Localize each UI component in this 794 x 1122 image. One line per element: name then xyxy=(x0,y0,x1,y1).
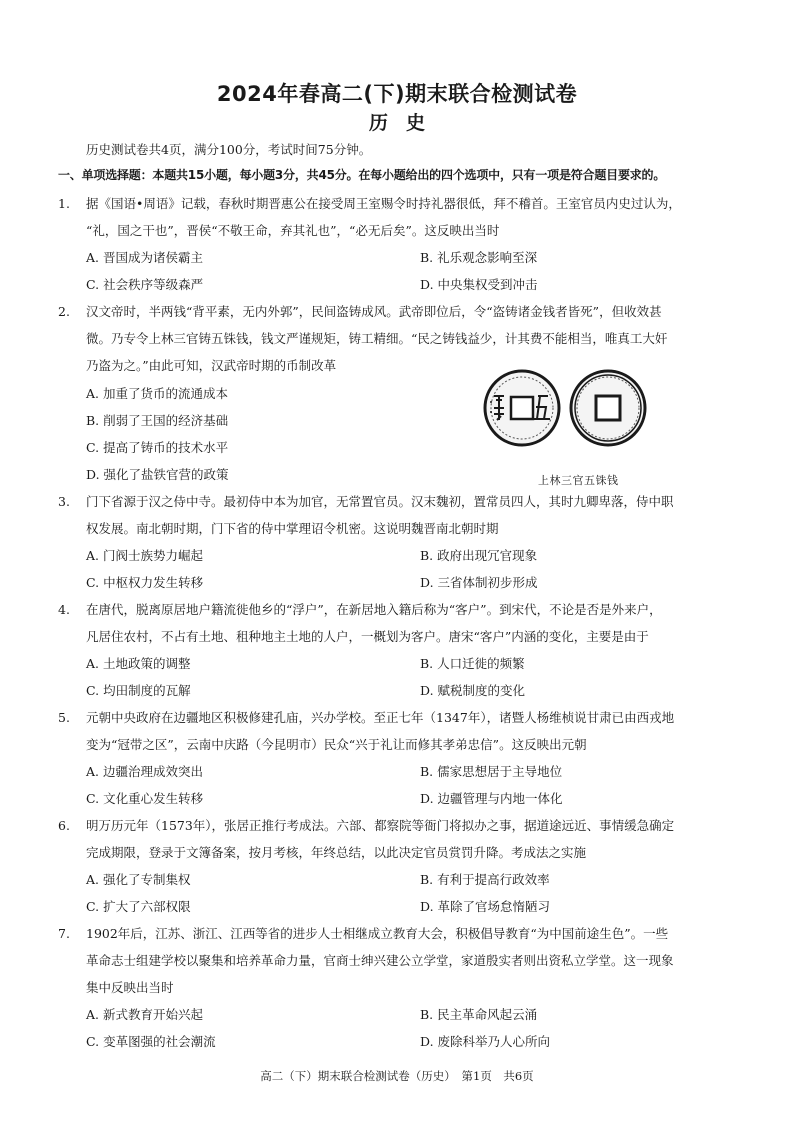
exam-subject: 历史 xyxy=(368,112,443,134)
question-5-line-1: 元朝中央政府在边疆地区积极修建孔庙，兴办学校。至正七年（1347年），诸暨人杨维桢说甘肃已由西戎地 xyxy=(86,710,675,725)
question-1-number: 1. xyxy=(58,196,70,211)
wuzhu-coin-figure xyxy=(480,352,650,486)
question-5-number: 5. xyxy=(58,710,70,725)
question-1-option-d[interactable]: D. 中央集权受到冲击 xyxy=(420,277,538,292)
question-1-option-c[interactable]: C. 社会秩序等级森严 xyxy=(86,277,204,292)
question-1-line-1: 据《国语•周语》记载，春秋时期晋惠公在接受周王室赐令时持礼器很低，拜不稽首。王室官员内史过认为， xyxy=(86,196,681,211)
question-6-line-2: 完成期限，登录于文簿备案，按月考核，年终总结，以此决定官员赏罚升降。考成法之实施 xyxy=(86,845,587,860)
question-7-line-1: 1902年后，江苏、浙江、江西等省的进步人士相继成立教育大会，积极倡导教育“为中国前途生色”。一些 xyxy=(86,926,669,941)
question-4-option-d[interactable]: D. 赋税制度的变化 xyxy=(420,683,526,698)
question-3-option-c[interactable]: C. 中枢权力发生转移 xyxy=(86,575,204,590)
question-7-line-2: 革命志士组建学校以聚集和培养革命力量，官商士绅兴建公立学堂，家道殷实者则出资私立学堂。这一现象 xyxy=(86,953,674,968)
question-7-number: 7. xyxy=(58,926,70,941)
question-5-option-c[interactable]: C. 文化重心发生转移 xyxy=(86,791,204,806)
question-3-option-b[interactable]: B. 政府出现冗官现象 xyxy=(420,548,538,563)
coin-obverse-icon xyxy=(485,371,559,445)
question-4-option-c[interactable]: C. 均田制度的瓦解 xyxy=(86,683,191,698)
question-5-option-d[interactable]: D. 边疆管理与内地一体化 xyxy=(420,791,563,806)
question-2-option-a[interactable]: A. 加重了货币的流通成本 xyxy=(86,386,228,401)
section-heading: 一、单项选择题：本题共15小题，每小题3分，共45分。在每小题给出的四个选项中，只有一项是符合题目要求的。 xyxy=(58,168,666,182)
question-5-line-2: 变为“冠带之区”，云南中庆路（今昆明市）民众“兴于礼让而修其孝弟忠信”。这反映出元朝 xyxy=(86,737,587,752)
exam-title: 2024年春高二(下)期末联合检测试卷 xyxy=(216,82,578,106)
question-7-option-d[interactable]: D. 废除科举乃人心所向 xyxy=(420,1034,551,1049)
question-3-line-1: 门下省源于汉之侍中寺。最初侍中本为加官，无常置官员。汉末魏初，置常员四人，其时九卿卑落，侍中职 xyxy=(86,494,674,509)
question-1-line-2: “礼，国之干也”，晋侯“不敬王命，弃其礼也”，“必无后矣”。这反映出当时 xyxy=(86,223,500,238)
question-4-line-2: 凡居住农村，不占有土地、租种地主土地的人户，一概划为客户。唐宋“客户”内涵的变化，主要是由于 xyxy=(86,629,649,644)
question-4-option-a[interactable]: A. 土地政策的调整 xyxy=(86,656,191,671)
question-3-option-a[interactable]: A. 门阀士族势力崛起 xyxy=(86,548,203,563)
question-6-line-1: 明万历元年（1573年），张居正推行考成法。六部、都察院等衙门将拟办之事，据道途远近、事情缓急确定 xyxy=(86,818,675,833)
question-3-line-2: 权发展。南北朝时期，门下省的侍中掌理诏令机密。这说明魏晋南北朝时期 xyxy=(86,521,499,536)
question-2-number: 2. xyxy=(58,304,70,319)
question-2-option-b[interactable]: B. 削弱了王国的经济基础 xyxy=(86,413,229,428)
question-2-line-2: 微。乃专令上林三官铸五铢钱，钱文严谨规矩，铸工精细。“民之铸钱益少，计其费不能相当，唯真工大奸 xyxy=(86,331,668,346)
question-3-number: 3. xyxy=(58,494,70,509)
exam-intro: 历史测试卷共4页，满分100分，考试时间75分钟。 xyxy=(86,142,372,157)
coin-reverse-icon xyxy=(571,371,645,445)
question-7-option-a[interactable]: A. 新式教育开始兴起 xyxy=(86,1007,203,1022)
question-3-option-d[interactable]: D. 三省体制初步形成 xyxy=(420,575,538,590)
coin-figure-caption: 上林三官五铢钱 xyxy=(538,474,619,487)
question-1-option-a[interactable]: A. 晋国成为诸侯霸主 xyxy=(86,250,203,265)
question-6-option-c[interactable]: C. 扩大了六部权限 xyxy=(86,899,191,914)
question-2-option-c[interactable]: C. 提高了铸币的技术水平 xyxy=(86,440,229,455)
page-footer: 高二（下）期末联合检测试卷（历史） 第1页 共6页 xyxy=(260,1069,534,1083)
question-2-option-d[interactable]: D. 强化了盐铁官营的政策 xyxy=(86,467,229,482)
question-6-option-d[interactable]: D. 革除了官场怠惰陋习 xyxy=(420,899,551,914)
question-4-option-b[interactable]: B. 人口迁徙的频繁 xyxy=(420,656,525,671)
question-4-number: 4. xyxy=(58,602,70,617)
question-6-option-a[interactable]: A. 强化了专制集权 xyxy=(86,872,191,887)
question-2-line-1: 汉文帝时，半两钱“背平素，无内外郭”，民间盗铸成风。武帝即位后，令“盗铸诸金钱者皆死”，但收效甚 xyxy=(86,304,662,319)
question-2-line-3: 乃盗为之。”由此可知，汉武帝时期的币制改革 xyxy=(86,358,337,373)
question-7-option-c[interactable]: C. 变革图强的社会潮流 xyxy=(86,1034,216,1049)
question-5-option-a[interactable]: A. 边疆治理成效突出 xyxy=(86,764,203,779)
question-4-line-1: 在唐代，脱离原居地户籍流徙他乡的“浮户”，在新居地入籍后称为“客户”。到宋代，不论是否是外来户， xyxy=(86,602,662,617)
question-7-line-3: 集中反映出当时 xyxy=(86,980,174,995)
question-1-option-b[interactable]: B. 礼乐观念影响至深 xyxy=(420,250,538,265)
question-5-option-b[interactable]: B. 儒家思想居于主导地位 xyxy=(420,764,563,779)
question-6-number: 6. xyxy=(58,818,70,833)
question-7-option-b[interactable]: B. 民主革命风起云涌 xyxy=(420,1007,538,1022)
question-6-option-b[interactable]: B. 有利于提高行政效率 xyxy=(420,872,550,887)
